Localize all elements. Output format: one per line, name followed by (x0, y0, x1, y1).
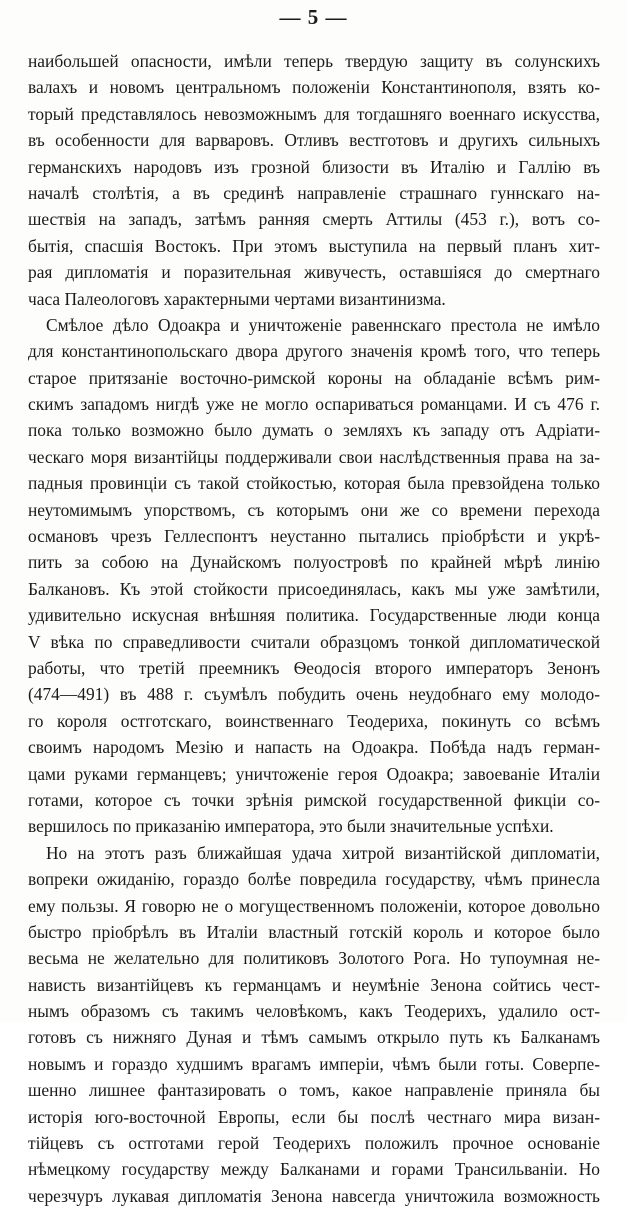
text-line: неутомимымъ упорствомъ, съ которымъ они же со времени перехода (28, 499, 600, 520)
text-line: работы, что третій преемникъ Ѳеодосія второго императоръ Зенонъ (28, 657, 600, 678)
text-line: своимъ народомъ Мезію и напасть на Одоакра. Побѣда надъ герман- (28, 737, 600, 758)
text-line: готовъ съ нижняго Дуная и тѣмъ самымъ открыло путь къ Балканамъ (28, 1027, 600, 1048)
text-line: быстро пріобрѣлъ въ Италіи властный готскій король и которое было (28, 921, 600, 942)
text-line: ческаго моря византійцы поддерживали свои наслѣдственныя права на за- (28, 446, 600, 467)
text-line: нымъ образомъ съ такимъ человѣкомъ, какъ Теодерихъ, удалило ост- (28, 1001, 600, 1022)
text-line: османовъ чрезъ Геллеспонтъ неустанно пытались пріобрѣсти и укрѣ- (28, 526, 600, 547)
text-line: (474—491) въ 488 г. съумѣлъ побудить очень неудобнаго ему молодо- (28, 684, 600, 705)
text-line: для константинопольскаго двора другого значенія кромѣ того, что теперь (28, 341, 600, 362)
text-line: удивительно искусная внѣшняя политика. Государственные люди конца (28, 605, 600, 626)
text-line: торый представлялось невозможнымъ для тогдашняго военнаго искусства, (28, 103, 600, 124)
text-line: ему пользы. Я говорю не о могущественномъ положеніи, которое довольно (28, 895, 600, 916)
text-line: германскихъ народовъ изъ грозной близости въ Италію и Галлію въ (28, 156, 600, 177)
text-line: вершилось по приказанію императора, это были значительные успѣхи. (28, 816, 554, 837)
text-line: падныя провинціи съ такой стойкостью, которая была превзойдена только (28, 473, 600, 494)
text-line: бытія, спасшія Востокъ. При этомъ выступила на первый планъ хит- (28, 235, 600, 256)
text-line: весьма не желательно для политиковъ Золотого Рога. Но тупоумная не- (28, 948, 600, 969)
text-line: V вѣка по справедливости считали образцомъ тонкой дипломатической (28, 631, 600, 652)
text-line: пить за собою на Дунайскомъ полуостровѣ по крайней мѣрѣ линію (28, 552, 600, 573)
text-line: исторія юго-восточной Европы, если бы послѣ честнаго мира визан- (28, 1106, 600, 1127)
text-line: нѣмецкому государству между Балканами и горами Трансильваніи. Но (28, 1159, 600, 1180)
text-line: наибольшей опасности, имѣли теперь твердую защиту въ солунскихъ (28, 51, 600, 71)
text-line: рая дипломатія и поразительная живучесть, оставшіяся до смертнаго (28, 262, 600, 283)
text-line: часа Палеологовъ характерными чертами византинизма. (28, 288, 446, 309)
body-text (28, 48, 600, 1209)
text-line: вопреки ожиданію, гораздо болѣе повредила государству, чѣмъ принесла (28, 869, 600, 890)
text-line: го короля остготскаго, воинственнаго Теодериха, покинуть со всѣмъ (28, 710, 600, 731)
text-line: готами, которое съ точки зрѣнія римской государственной фикціи со- (28, 789, 600, 810)
text-line: цами руками германцевъ; уничтоженіе героя Одоакра; завоеваніе Италіи (28, 763, 600, 784)
text-line: шествія на западъ, затѣмъ ранняя смерть Аттилы (453 г.), вотъ со- (28, 209, 600, 230)
text-line: старое притязаніе восточно-римской короны на обладаніе всѣмъ рим- (28, 367, 600, 388)
page-number: — 5 — (279, 5, 348, 29)
text-line: валахъ и новомъ центральномъ положеніи Константинополя, взять ко- (28, 77, 600, 98)
text-line: черезчуръ лукавая дипломатія Зенона навсегда уничтожила возможность (28, 1185, 600, 1206)
text-line: началѣ столѣтія, а въ срединѣ направленіе страшнаго гуннскаго на- (28, 182, 600, 203)
text-line: въ особенности для варваровъ. Отливъ вестготовъ и другихъ сильныхъ (28, 130, 600, 151)
text-line: Смѣлое дѣло Одоакра и уничтоженіе равеннскаго престола не имѣло (46, 314, 600, 335)
text-line: нависть византійцевъ къ германцамъ и неумѣніе Зенона сойтись чест- (28, 974, 600, 995)
text-line: Балкановъ. Къ этой стойкости присоединялась, какъ мы уже замѣтили, (28, 578, 600, 599)
text-line: шенно лишнее фантазировать о томъ, какое направленіе приняла бы (28, 1080, 600, 1101)
text-line: Но на этотъ разъ ближайшая удача хитрой византійской дипломатіи, (46, 842, 600, 863)
text-line: тійцевъ съ остготами герой Теодерихъ положилъ прочное основаніе (28, 1133, 600, 1154)
text-line: скимъ западомъ нигдѣ уже не могло оспариваться романцами. И съ 476 г. (28, 394, 600, 415)
text-line: пока только возможно было думать о земляхъ къ западу отъ Адріати- (28, 420, 600, 441)
text-line: новымъ и гораздо худшимъ врагамъ имперіи, чѣмъ были готы. Соверпе- (28, 1053, 600, 1074)
